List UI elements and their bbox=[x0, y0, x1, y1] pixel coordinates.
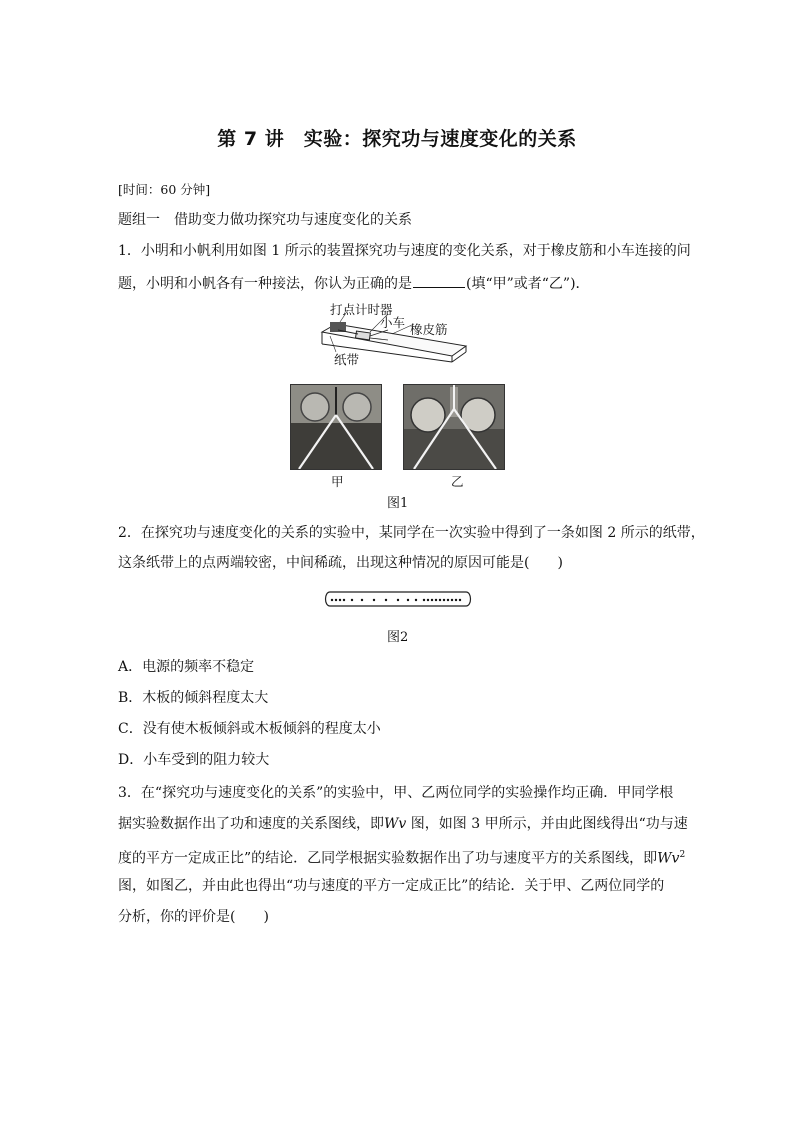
q3-line3-text-a: 度的平方一定成正比”的结论．乙同学根据实验数据作出了功与速度平方的关系图线，即 bbox=[118, 850, 658, 867]
q2-line1: 2．在探究功与速度变化的关系的实验中，某同学在一次实验中得到了一条如图 2 所示的纸带， bbox=[118, 525, 705, 541]
q1-line1: 1．小明和小帆利用如图 1 所示的装置探究功与速度的变化关系，对于橡皮筋和小车连接的问 bbox=[118, 243, 691, 259]
label-timer: 打点计时器 bbox=[330, 302, 393, 317]
answer-blank[interactable] bbox=[413, 273, 465, 288]
group-heading: 题组一 借助变力做功探究功与速度变化的关系 bbox=[118, 212, 412, 228]
photo-jia-drawing bbox=[291, 385, 381, 469]
label-cart: 小车 bbox=[380, 315, 406, 330]
q2-option-b[interactable]: B．木板的倾斜程度太大 bbox=[118, 690, 269, 706]
q1-line2-text-a: 题，小明和小帆各有一种接法，你认为正确的是 bbox=[118, 276, 412, 292]
q3-line4: 图，如图乙，并由此也得出“功与速度的平方一定成正比”的结论．关于甲、乙两位同学的 bbox=[118, 878, 665, 894]
paper-tape-figure bbox=[324, 590, 472, 608]
q2-option-d[interactable]: D．小车受到的阻力较大 bbox=[118, 752, 270, 768]
q1-line2 bbox=[118, 273, 590, 294]
q3-line2-w: W bbox=[384, 816, 399, 832]
q3-line3-sup: 2 bbox=[679, 850, 686, 860]
label-band: 橡皮筋 bbox=[410, 322, 448, 337]
q3-line2-text-a: 据实验数据作出了功和速度的关系图线，即 bbox=[118, 816, 384, 832]
paper-tape-drawing bbox=[324, 590, 472, 608]
apparatus-figure bbox=[318, 300, 478, 370]
cart-shape bbox=[356, 331, 371, 340]
photo-jia bbox=[290, 384, 382, 470]
q1-line2-text-b: (填“甲”或者“乙”)． bbox=[466, 276, 590, 292]
page-title: 第 7 讲 实验：探究功与速度变化的关系 bbox=[217, 128, 577, 150]
q3-line2 bbox=[118, 814, 688, 834]
figure1-caption: 图1 bbox=[387, 496, 409, 511]
label-tape: 纸带 bbox=[334, 352, 360, 367]
q2-line2: 这条纸带上的点两端较密，中间稀疏，出现这种情况的原因可能是( ) bbox=[118, 555, 563, 571]
q2-option-a[interactable]: A．电源的频率不稳定 bbox=[118, 659, 255, 675]
label-yi: 乙 bbox=[451, 474, 464, 489]
q3-line3 bbox=[118, 845, 685, 869]
label-jia: 甲 bbox=[331, 474, 344, 489]
q3-line3-v: v bbox=[671, 850, 680, 867]
photo-yi-drawing bbox=[404, 385, 504, 469]
q3-line2-v: v bbox=[398, 816, 407, 832]
q3-line5: 分析，你的评价是( ) bbox=[118, 909, 269, 925]
q2-option-c[interactable]: C．没有使木板倾斜或木板倾斜的程度太小 bbox=[118, 721, 381, 737]
q3-line2-text-b: 图，如图 3 甲所示，并由此图线得出“功与速 bbox=[406, 816, 688, 832]
time-note: [时间：60 分钟] bbox=[118, 182, 211, 197]
q3-line1: 3．在“探究功与速度变化的关系”的实验中，甲、乙两位同学的实验操作均正确．甲同学根 bbox=[118, 785, 674, 801]
q3-line3-w: W bbox=[657, 850, 672, 867]
photo-yi bbox=[403, 384, 505, 470]
figure2-caption: 图2 bbox=[387, 630, 409, 645]
